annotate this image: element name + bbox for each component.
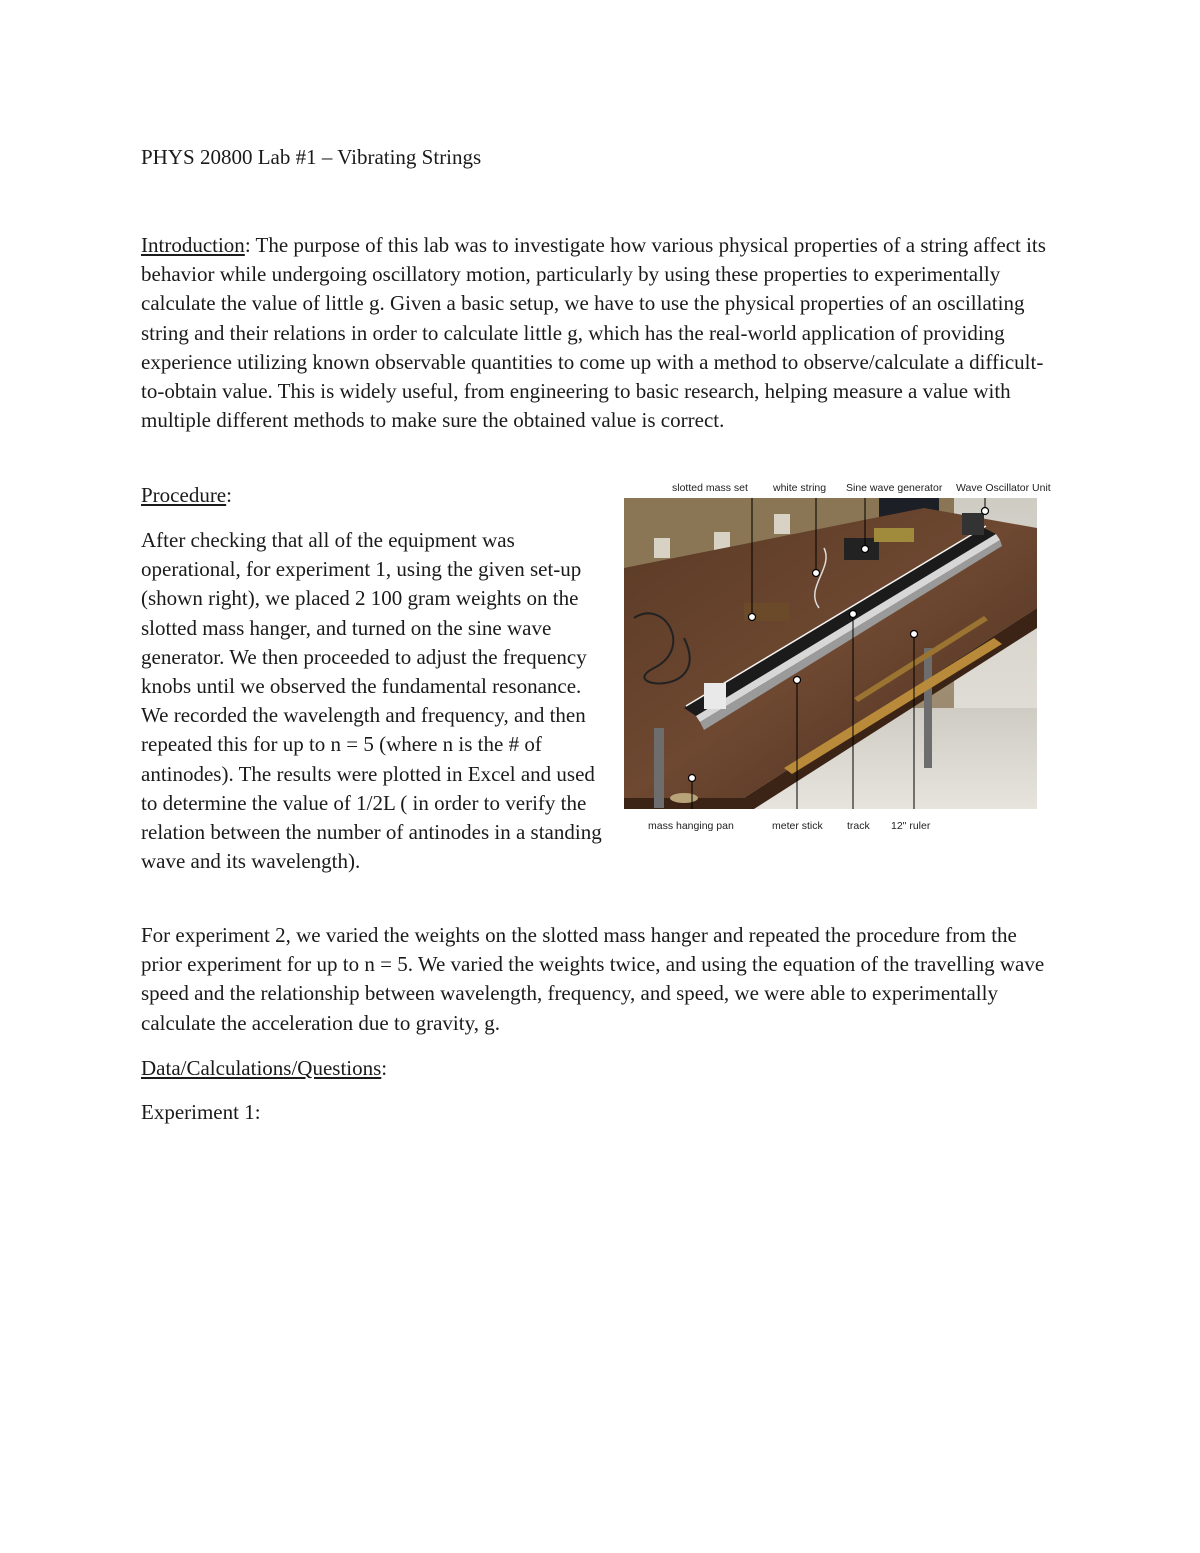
procedure-paragraph-1: After checking that all of the equipment was operational, for experiment 1, using the given set-up (shown right), we placed 2 100 gram weights on the slotted mass hanger, and turned on the sine wave generator. We then proceeded to adjust the frequency knobs until we observed the fundamental resonance. We recorded the wavelength and frequency, and then repeated this for up to n = 5 (where n is the # of antinodes). The results were plotted in Excel and used to determine the value of 1/2L ( in order to verify the relation between the number of antinodes in a standing wave and its wavelength). <box>141 528 602 874</box>
procedure-heading-line <box>141 481 232 510</box>
introduction-text: : The purpose of this lab was to investigate how various physical properties of a string affect its behavior while undergoing oscillatory motion, particularly by using these properties to experimentally calculate the value of little g. Given a basic setup, we have to use the physical properties of an oscillating string and their relations in order to calculate little g, which has the real-world application of providing experience utilizing known observable quantities to come up with a method to observe/calculate a difficult-to-obtain value. This is widely useful, from engineering to basic research, helping measure a value with multiple different methods to make sure the obtained value is correct. <box>141 233 1046 433</box>
procedure-heading-suffix: : <box>226 483 232 507</box>
label-meter-stick: meter stick <box>772 820 823 832</box>
label-wave-oscillator-unit: Wave Oscillator Unit <box>956 482 1051 494</box>
procedure-paragraph-2: For experiment 2, we varied the weights on the slotted mass hanger and repeated the procedure from the prior experiment for up to n = 5. We varied the weights twice, and using the equation of the travelling wave speed and the relationship between wavelength, frequency, and speed, we were able to experimentally calculate the acceleration due to gravity, g. <box>141 923 1045 1035</box>
label-mass-hanging-pan: mass hanging pan <box>648 820 734 832</box>
introduction-heading: Introduction <box>141 233 245 257</box>
procedure-heading: Procedure <box>141 483 227 507</box>
document-title: PHYS 20800 Lab #1 – Vibrating Strings <box>141 145 482 169</box>
label-12-inch-ruler: 12" ruler <box>891 820 931 832</box>
experiment-1-label: Experiment 1: <box>141 1100 261 1124</box>
label-sine-wave-generator: Sine wave generator <box>846 482 943 494</box>
introduction-paragraph <box>141 231 1061 435</box>
data-heading: Data/Calculations/Questions <box>141 1056 382 1080</box>
data-heading-suffix: : <box>381 1056 388 1080</box>
label-white-string: white string <box>773 482 827 494</box>
data-heading-line <box>141 1054 387 1083</box>
label-slotted-mass-set: slotted mass set <box>672 482 748 494</box>
equipment-photo <box>624 498 1037 809</box>
label-track: track <box>847 820 870 832</box>
equipment-figure <box>615 480 1061 842</box>
